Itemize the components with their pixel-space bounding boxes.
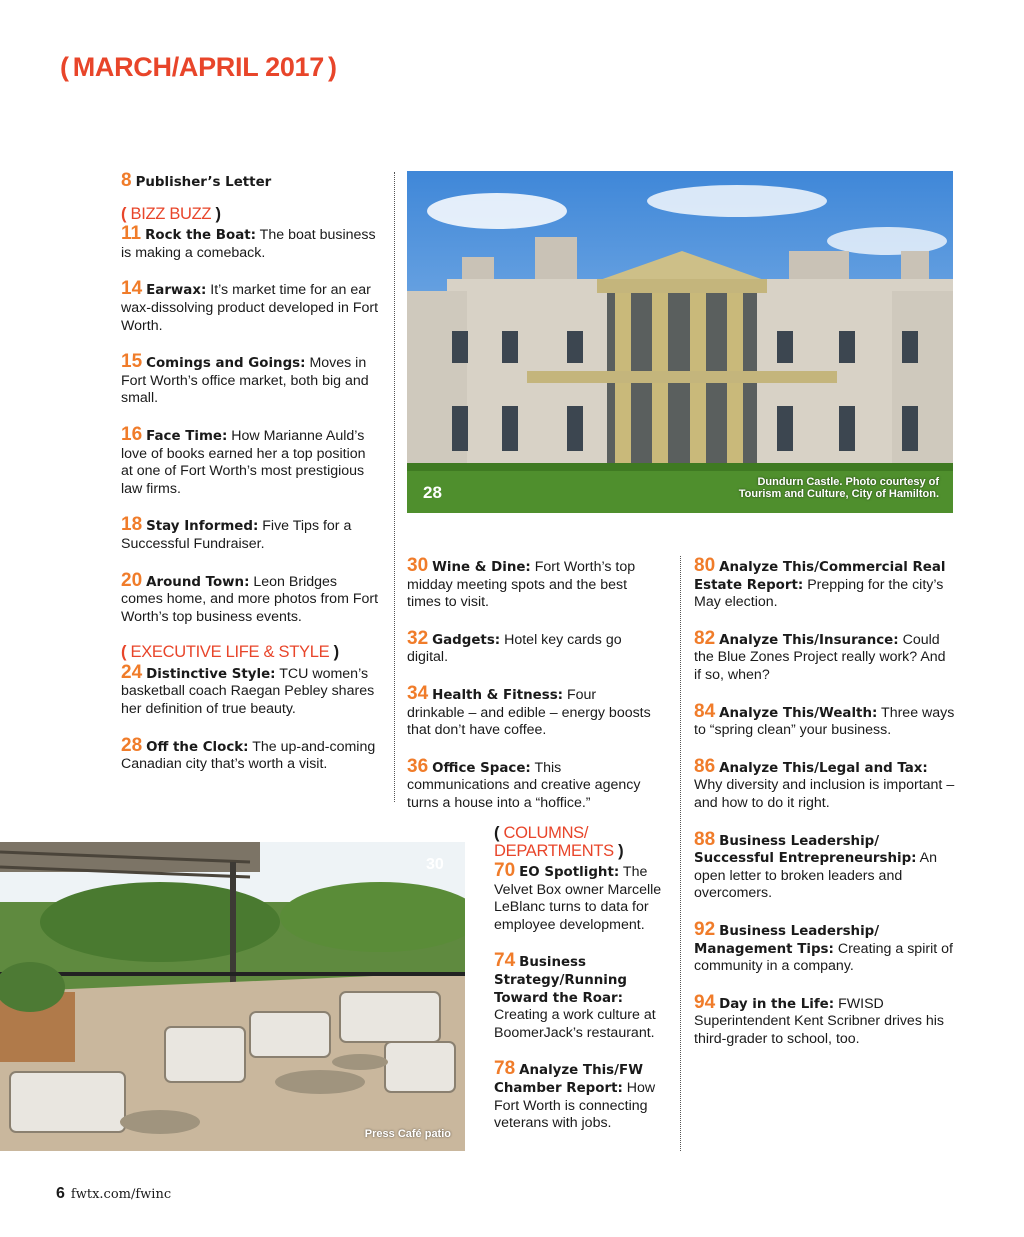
toc-entry-heading: Around Town:: [146, 574, 250, 590]
patio-image: [0, 842, 465, 1151]
toc-page-number: 86: [694, 755, 716, 777]
toc-entry-heading: Analyze This/Wealth:: [719, 705, 878, 721]
patio-caption: Press Café patio: [364, 1128, 451, 1140]
toc-entry[interactable]: [694, 918, 956, 976]
toc-page-number: 74: [494, 950, 516, 972]
toc-entry-heading: Business Leadership/ Management Tips:: [694, 923, 880, 957]
toc-page-number: 32: [407, 627, 429, 649]
toc-entry-publisher[interactable]: 8 Publisher’s Letter: [121, 170, 272, 191]
issue-title: ( MARCH/APRIL 2017 ): [60, 52, 337, 82]
toc-entry-heading: Stay Informed:: [146, 519, 259, 535]
toc-entry-heading: Analyze This/FW Chamber Report:: [494, 1063, 643, 1096]
toc-entry-description: This communications and creative agency turns a house into a “hoffice.”: [407, 759, 641, 811]
section-bizz-buzz: ( BIZZ BUZZ ): [121, 204, 221, 223]
toc-entry[interactable]: [694, 627, 956, 685]
toc-entry-heading: Distinctive Style:: [146, 666, 276, 682]
toc-page-number: 70: [494, 860, 516, 881]
toc-page-number: 14: [121, 278, 143, 300]
toc-page-number: 28: [121, 734, 143, 756]
toc-entry[interactable]: [407, 557, 657, 612]
toc-entry[interactable]: [494, 862, 664, 934]
toc-page-number: 36: [407, 755, 429, 777]
toc-page-number: 34: [407, 682, 429, 704]
toc-entry-heading: Day in the Life:: [719, 996, 835, 1012]
toc-entry-heading: Comings and Goings:: [146, 356, 306, 372]
column-divider: [680, 556, 681, 1151]
toc-entry[interactable]: [407, 755, 657, 813]
toc-page-number: 94: [694, 991, 716, 1013]
toc-entry-heading: Face Time:: [146, 428, 228, 444]
section-columns-departments: ( COLUMNS/ DEPARTMENTS ): [494, 824, 624, 860]
toc-entry-heading: Rock the Boat:: [145, 228, 256, 244]
toc-entry-heading: Wine & Dine:: [432, 560, 531, 575]
toc-entry-description: Creating a spirit of community in a company.: [694, 940, 953, 975]
toc-column-3: [694, 557, 956, 1066]
footer-url[interactable]: fwtx.com/fwinc: [70, 1187, 172, 1202]
toc-entry-description: The boat business is making a comeback.: [121, 227, 376, 261]
toc-entry-heading: Earwax:: [146, 283, 207, 299]
toc-entry-description: FWISD Superintendent Kent Scribner drives his third-grader to school, too.: [694, 995, 944, 1047]
castle-image: [407, 171, 953, 513]
toc-entry[interactable]: [407, 682, 657, 740]
toc-entry-heading: Business Strategy/Running Toward the Roar:: [494, 955, 627, 1006]
toc-page-number: 11: [121, 223, 142, 245]
toc-entry-description: Creating a work culture at BoomerJack’s restaurant.: [494, 1007, 656, 1041]
analyze-list: [694, 557, 956, 1048]
toc-page-number: 92: [694, 918, 716, 940]
toc-entry[interactable]: [494, 952, 664, 1042]
toc-entry-description: Three ways to “spring clean” your business.: [694, 704, 955, 739]
toc-entry-heading: EO Spotlight:: [519, 865, 620, 880]
toc-entry-description: Four drinkable – and edible – energy boosts that don’t have coffee.: [407, 686, 651, 739]
toc-entry-description: Five Tips for a Successful Fundraiser.: [121, 518, 352, 552]
toc-entry-heading: Office Space:: [432, 760, 531, 776]
toc-entry-heading: Off the Clock:: [146, 739, 249, 755]
toc-page-number: 88: [694, 828, 716, 850]
toc-page-number: 80: [694, 555, 716, 576]
patio-page-number: 30: [426, 856, 444, 873]
toc-entry-description: Prepping for the city’s May election.: [694, 576, 944, 611]
toc-entry-description: An open letter to broken leaders and overcomers.: [694, 850, 938, 902]
feature-list: [407, 557, 657, 813]
toc-entry[interactable]: [121, 734, 379, 774]
toc-entry[interactable]: [694, 755, 956, 813]
toc-entry-heading: Gadgets:: [432, 632, 501, 648]
column-divider: [394, 172, 395, 802]
toc-page-number: 16: [121, 423, 143, 445]
page-footer: [56, 1185, 171, 1203]
toc-entry-heading: Analyze This/Commercial Real Estate Report:: [694, 560, 946, 593]
toc-entry-description: It’s market time for an ear wax-dissolving product developed in Fort Worth.: [121, 282, 379, 334]
toc-entry-description: Could the Blue Zones Project really work? And if so, when?: [694, 631, 946, 683]
toc-entry-description: The up-and-coming Canadian city that’s worth a visit.: [121, 738, 376, 773]
columns-list: [494, 862, 664, 1133]
toc-entry[interactable]: [121, 423, 379, 498]
toc-entry[interactable]: [694, 557, 956, 612]
toc-column-2-lower: [494, 824, 664, 1151]
toc-entry-heading: Business Leadership/ Successful Entrepreneurship:: [694, 833, 917, 867]
toc-entry-heading: Health & Fitness:: [432, 687, 564, 703]
section-executive-life: ( EXECUTIVE LIFE & STYLE ): [121, 643, 339, 662]
toc-entry-heading: Analyze This/Legal and Tax:: [719, 760, 928, 776]
toc-entry[interactable]: [407, 627, 657, 667]
toc-page-number: 82: [694, 627, 716, 649]
executive-life-list: [121, 661, 379, 774]
toc-page-number: 84: [694, 700, 716, 722]
toc-page-number: 24: [121, 661, 143, 683]
toc-entry[interactable]: [694, 700, 956, 740]
toc-entry-description: The Velvet Box owner Marcelle LeBlanc turns to data for employee development.: [494, 864, 662, 933]
toc-entry[interactable]: [121, 353, 379, 408]
toc-entry-description: Leon Bridges comes home, and more photos from Fort Worth’s top business events.: [121, 573, 379, 625]
patio-photo: [0, 842, 465, 1151]
toc-entry-description: Fort Worth’s top midday meeting spots and the best times to visit.: [407, 559, 636, 611]
toc-entry-description: Why diversity and inclusion is important – and how to do it right.: [694, 777, 955, 811]
toc-page-number: 18: [121, 514, 143, 536]
toc-page-number: 20: [121, 569, 143, 591]
castle-page-number: 28: [423, 483, 442, 502]
toc-entry[interactable]: [121, 569, 379, 627]
toc-entry[interactable]: [121, 516, 379, 553]
toc-entry[interactable]: [694, 991, 956, 1049]
toc-entry[interactable]: [121, 280, 379, 335]
toc-entry[interactable]: [494, 1060, 664, 1132]
toc-entry-description: How Marianne Auld’s love of books earned her a top position at one of Fort Worth’s most prestigious law firms.: [121, 427, 366, 497]
toc-entry-description: Moves in Fort Worth’s office market, both big and small.: [121, 355, 369, 407]
castle-caption: Dundurn Castle. Photo courtesy of Tourism and Culture, City of Hamilton.: [738, 476, 939, 500]
toc-entry-heading: Analyze This/Insurance:: [719, 632, 899, 648]
toc-page-number: 15: [121, 351, 143, 373]
toc-entry[interactable]: [121, 225, 379, 262]
toc-column-2-upper: [407, 557, 657, 831]
castle-photo: [407, 171, 953, 513]
toc-entry-description: Hotel key cards go digital.: [407, 631, 622, 666]
toc-column-1: [121, 172, 379, 792]
toc-entry[interactable]: [121, 661, 379, 719]
toc-page-number: 78: [494, 1058, 516, 1080]
bizz-buzz-list: [121, 225, 379, 626]
page-number: 6: [56, 1185, 65, 1202]
toc-entry[interactable]: [694, 828, 956, 903]
toc-page-number: 30: [407, 555, 429, 576]
toc-entry-description: TCU women’s basketball coach Raegan Pebley shares her definition of true beauty.: [121, 665, 375, 718]
toc-entry-description: How Fort Worth is connecting veterans with jobs.: [494, 1079, 656, 1132]
